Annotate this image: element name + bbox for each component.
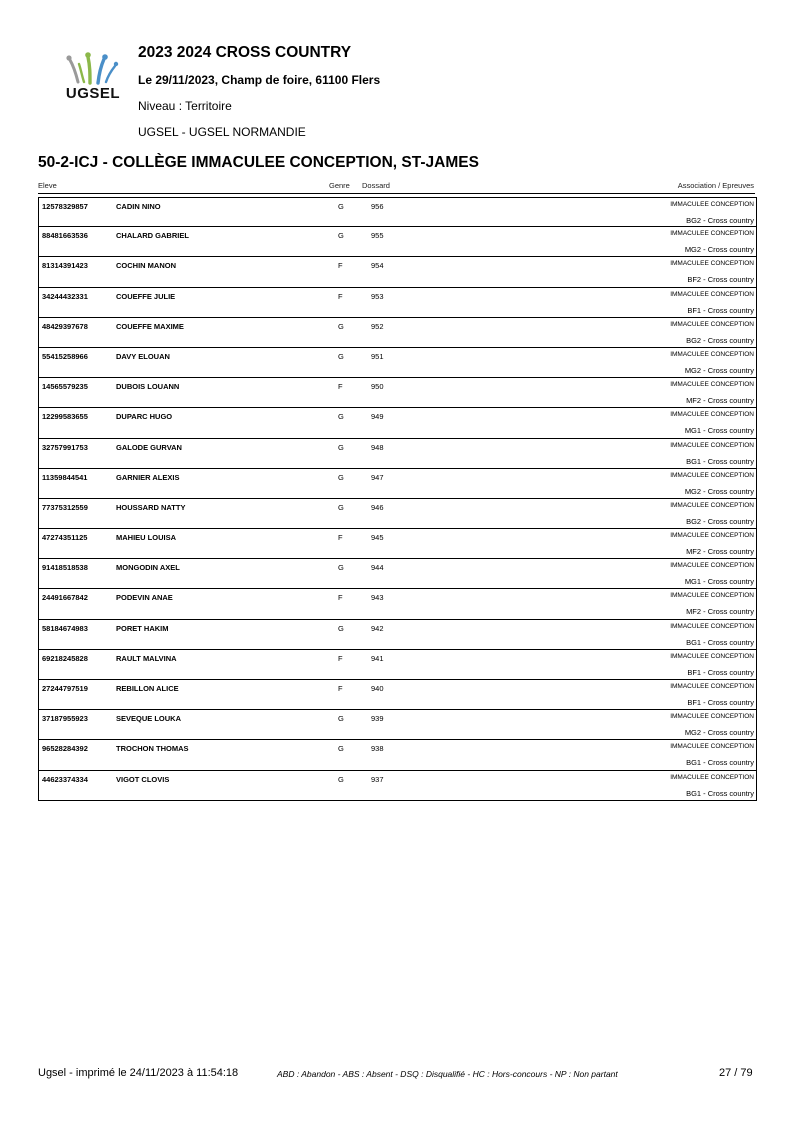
ugsel-logo (60, 52, 130, 108)
student-genre: G (338, 442, 344, 452)
column-header-genre: Genre (329, 181, 350, 190)
student-id: 24491667842 (42, 593, 88, 603)
student-dossard: 946 (371, 502, 384, 512)
student-association: IMMACULEE CONCEPTION (670, 713, 754, 721)
student-epreuve: MG1 - Cross country (684, 577, 754, 587)
student-name: CHALARD GABRIEL (116, 231, 189, 241)
student-genre: G (338, 412, 344, 422)
student-dossard: 942 (371, 623, 384, 633)
column-header-association: Association / Epreuves (677, 181, 754, 190)
student-name: COUEFFE MAXIME (116, 321, 184, 331)
student-id: 58184674983 (42, 623, 88, 633)
student-association: IMMACULEE CONCEPTION (670, 622, 754, 630)
student-id: 81314391423 (42, 261, 88, 271)
student-epreuve: BG1 - Cross country (686, 456, 754, 466)
student-epreuve: MG2 - Cross country (684, 245, 754, 255)
student-name: PORET HAKIM (116, 623, 169, 633)
table-row (39, 227, 756, 257)
student-association: IMMACULEE CONCEPTION (670, 592, 754, 600)
student-name: DUPARC HUGO (116, 412, 173, 422)
student-id: 44623374334 (42, 774, 88, 784)
student-epreuve: BG2 - Cross country (686, 516, 754, 526)
table-row (39, 288, 756, 318)
student-association: IMMACULEE CONCEPTION (670, 350, 754, 358)
student-epreuve: MG1 - Cross country (684, 426, 754, 436)
student-name: DAVY ELOUAN (116, 351, 170, 361)
student-association: IMMACULEE CONCEPTION (670, 230, 754, 238)
student-epreuve: BF1 - Cross country (687, 667, 754, 677)
student-name: HOUSSARD NATTY (116, 502, 186, 512)
student-epreuve: BG2 - Cross country (686, 335, 754, 345)
student-epreuve: BG1 - Cross country (686, 758, 754, 768)
student-id: 77375312559 (42, 502, 88, 512)
student-genre: G (338, 231, 344, 241)
table-row (39, 771, 756, 801)
student-dossard: 952 (371, 321, 384, 331)
student-name: MONGODIN AXEL (116, 563, 180, 573)
student-genre: F (338, 382, 343, 392)
table-row (39, 408, 756, 438)
student-genre: G (338, 563, 344, 573)
student-id: 34244432331 (42, 291, 88, 301)
student-name: COCHIN MANON (116, 261, 176, 271)
student-id: 27244797519 (42, 684, 88, 693)
student-genre: F (338, 261, 343, 271)
table-row (39, 318, 756, 348)
student-association: IMMACULEE CONCEPTION (670, 381, 754, 389)
student-id: 55415258966 (42, 351, 88, 361)
student-genre: G (338, 714, 344, 724)
table-row (39, 710, 756, 740)
table-row (39, 559, 756, 589)
student-association: IMMACULEE CONCEPTION (670, 501, 754, 509)
table-row (39, 589, 756, 619)
student-id: 91418518538 (42, 563, 88, 573)
student-epreuve: BG1 - Cross country (686, 788, 754, 798)
student-association: IMMACULEE CONCEPTION (670, 683, 754, 690)
student-epreuve: MG2 - Cross country (684, 365, 754, 375)
student-name: VIGOT CLOVIS (116, 774, 170, 784)
footer-printed-date: Ugsel - imprimé le 24/11/2023 à 11:54:18 (38, 1067, 239, 1079)
event-title: 2023 2024 CROSS COUNTRY (138, 44, 352, 61)
student-dossard: 949 (371, 412, 384, 422)
student-id: 12299583655 (42, 412, 88, 422)
table-row (39, 740, 756, 770)
table-row (39, 257, 756, 287)
student-association: IMMACULEE CONCEPTION (670, 471, 754, 479)
student-dossard: 938 (371, 744, 384, 754)
student-association: IMMACULEE CONCEPTION (670, 773, 754, 781)
student-id: 96528284392 (42, 744, 88, 754)
student-name: SEVEQUE LOUKA (116, 714, 182, 724)
student-name: GARNIER ALEXIS (116, 472, 180, 482)
student-epreuve: BF1 - Cross country (687, 698, 754, 707)
event-organization: UGSEL - UGSEL NORMANDIE (138, 125, 306, 139)
student-dossard: 956 (371, 202, 384, 211)
student-genre: F (338, 291, 343, 301)
table-row (39, 650, 756, 680)
event-level: Niveau : Territoire (138, 99, 232, 113)
student-epreuve: MG2 - Cross country (684, 486, 754, 496)
student-id: 12578329857 (42, 202, 88, 211)
student-genre: F (338, 684, 343, 693)
student-dossard: 948 (371, 442, 384, 452)
student-dossard: 943 (371, 593, 384, 603)
table-row (39, 378, 756, 408)
participants-table (38, 197, 757, 801)
student-id: 37187955923 (42, 714, 88, 724)
student-genre: F (338, 533, 343, 543)
student-dossard: 951 (371, 351, 384, 361)
student-id: 88481663536 (42, 231, 88, 241)
student-genre: G (338, 351, 344, 361)
event-date-location: Le 29/11/2023, Champ de foire, 61100 Flers (138, 73, 381, 87)
student-id: 14565579235 (42, 382, 88, 392)
table-row (39, 529, 756, 559)
student-genre: G (338, 744, 344, 754)
footer-page-number: 27 / 79 (719, 1067, 753, 1079)
student-epreuve: MF2 - Cross country (686, 547, 754, 557)
student-id: 48429397678 (42, 321, 88, 331)
footer-legend: ABD : Abandon - ABS : Absent - DSQ : Disqualifié - HC : Hors-concours - NP : Non partant (277, 1069, 618, 1079)
student-epreuve: BG2 - Cross country (686, 216, 754, 225)
student-association: IMMACULEE CONCEPTION (670, 652, 754, 660)
student-name: DUBOIS LOUANN (116, 382, 180, 392)
column-header-dossard: Dossard (362, 181, 390, 190)
student-genre: G (338, 472, 344, 482)
student-dossard: 945 (371, 533, 384, 543)
column-header-eleve: Eleve (38, 181, 57, 190)
student-name: GALODE GURVAN (116, 442, 182, 452)
student-id: 69218245828 (42, 653, 88, 663)
student-name: COUEFFE JULIE (116, 291, 176, 301)
student-genre: G (338, 321, 344, 331)
student-epreuve: BF2 - Cross country (687, 275, 754, 285)
student-genre: G (338, 623, 344, 633)
student-epreuve: BF1 - Cross country (687, 305, 754, 315)
header-divider (38, 193, 755, 194)
student-id: 47274351125 (42, 533, 88, 543)
student-dossard: 939 (371, 714, 384, 724)
student-genre: G (338, 202, 344, 211)
student-name: RAULT MALVINA (116, 653, 177, 663)
student-epreuve: MF2 - Cross country (686, 607, 754, 617)
student-dossard: 950 (371, 382, 384, 392)
student-genre: G (338, 774, 344, 784)
table-row (39, 197, 756, 227)
student-id: 32757991753 (42, 442, 88, 452)
student-genre: G (338, 502, 344, 512)
student-association: IMMACULEE CONCEPTION (670, 441, 754, 449)
student-name: CADIN NINO (116, 202, 161, 211)
student-epreuve: MF2 - Cross country (686, 396, 754, 406)
table-row (39, 348, 756, 378)
student-name: REBILLON ALICE (116, 684, 179, 693)
student-association: IMMACULEE CONCEPTION (670, 260, 754, 268)
student-association: IMMACULEE CONCEPTION (670, 290, 754, 298)
student-genre: F (338, 593, 343, 603)
student-epreuve: MG2 - Cross country (684, 728, 754, 738)
student-epreuve: BG1 - Cross country (686, 637, 754, 647)
student-dossard: 947 (371, 472, 384, 482)
student-association: IMMACULEE CONCEPTION (670, 562, 754, 570)
table-row (39, 680, 756, 710)
student-association: IMMACULEE CONCEPTION (670, 320, 754, 328)
table-row (39, 469, 756, 499)
student-dossard: 954 (371, 261, 384, 271)
student-genre: F (338, 653, 343, 663)
table-row (39, 620, 756, 650)
student-name: MAHIEU LOUISA (116, 533, 176, 543)
runners-icon (60, 52, 126, 86)
student-name: TROCHON THOMAS (116, 744, 189, 754)
logo-text: UGSEL (65, 85, 121, 102)
student-dossard: 937 (371, 774, 384, 784)
student-association: IMMACULEE CONCEPTION (670, 201, 754, 208)
table-row (39, 439, 756, 469)
student-dossard: 955 (371, 231, 384, 241)
student-association: IMMACULEE CONCEPTION (670, 411, 754, 419)
student-dossard: 940 (371, 684, 384, 693)
student-dossard: 953 (371, 291, 384, 301)
student-name: PODEVIN ANAE (116, 593, 173, 603)
student-id: 11359844541 (42, 472, 88, 482)
student-dossard: 941 (371, 653, 384, 663)
student-association: IMMACULEE CONCEPTION (670, 532, 754, 540)
school-title: 50-2-ICJ - COLLÈGE IMMACULEE CONCEPTION, ST-JAMES (38, 154, 479, 171)
student-association: IMMACULEE CONCEPTION (670, 743, 754, 751)
table-row (39, 499, 756, 529)
student-dossard: 944 (371, 563, 384, 573)
